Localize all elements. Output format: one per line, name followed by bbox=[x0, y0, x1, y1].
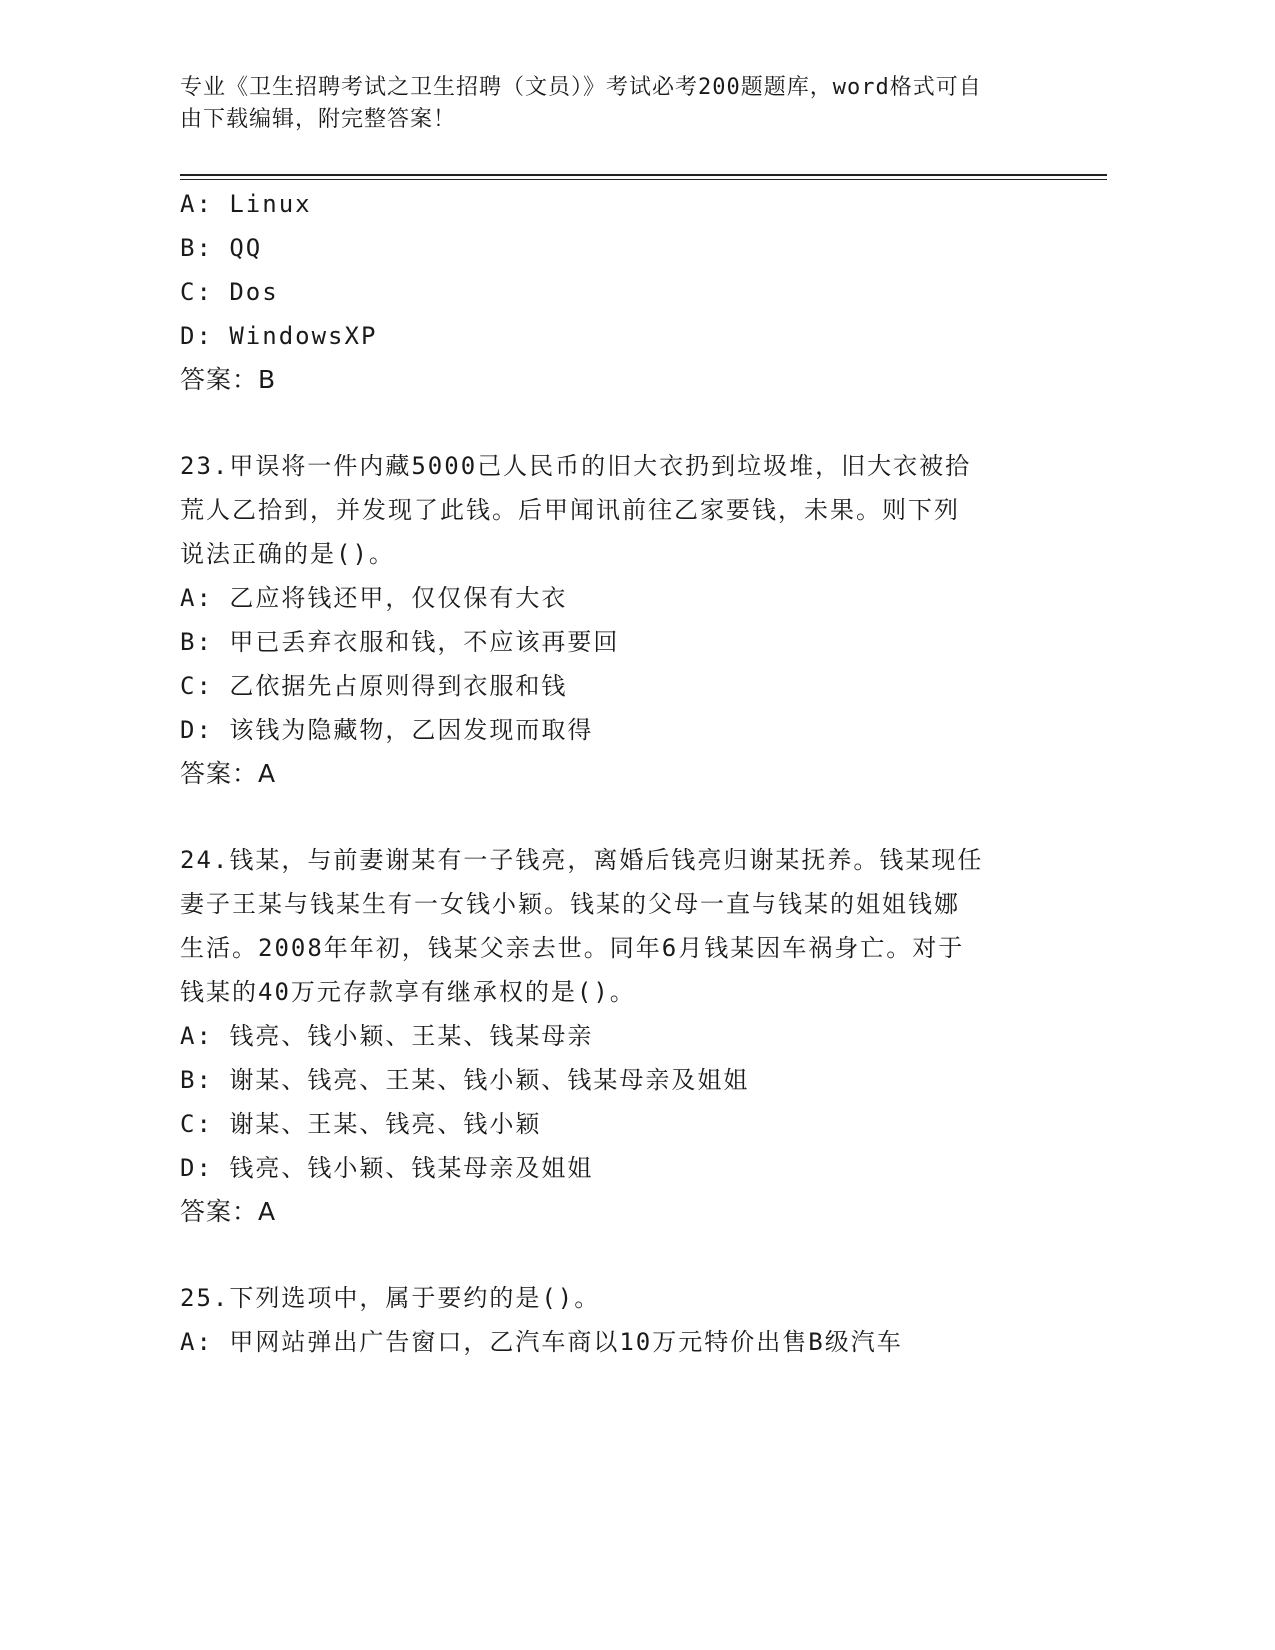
option-c: C: Dos bbox=[180, 278, 279, 306]
header-line-1: 专业《卫生招聘考试之卫生招聘（文员）》考试必考200题题库，word格式可自 bbox=[180, 75, 982, 100]
question-spacer bbox=[180, 402, 1080, 444]
header-rule-thick bbox=[180, 174, 1107, 176]
question-spacer bbox=[180, 1234, 1080, 1276]
option-a: A: Linux bbox=[180, 190, 312, 218]
question-23 bbox=[180, 444, 1080, 796]
question-text-line: 23.甲误将一件内藏5000己人民币的旧大衣扔到垃圾堆，旧大衣被拾 bbox=[180, 452, 972, 480]
question-text-line: 妻子王某与钱某生有一女钱小颖。钱某的父母一直与钱某的姐姐钱娜 bbox=[180, 890, 960, 918]
question-text-line: 24.钱某，与前妻谢某有一子钱亮，离婚后钱亮归谢某抚养。钱某现任 bbox=[180, 846, 984, 874]
option-d: D: 该钱为隐藏物，乙因发现而取得 bbox=[180, 716, 594, 744]
answer-line: 答案：B bbox=[180, 365, 277, 394]
option-d: D: WindowsXP bbox=[180, 322, 378, 350]
option-b: B: QQ bbox=[180, 234, 263, 262]
option-a: A: 甲网站弹出广告窗口，乙汽车商以10万元特价出售B级汽车 bbox=[180, 1328, 903, 1356]
option-d: D: 钱亮、钱小颖、钱某母亲及姐姐 bbox=[180, 1154, 594, 1182]
question-spacer bbox=[180, 796, 1080, 838]
question-22 bbox=[180, 182, 1080, 402]
question-text-line: 钱某的40万元存款享有继承权的是()。 bbox=[180, 978, 636, 1006]
option-b: B: 甲已丢弃衣服和钱，不应该再要回 bbox=[180, 628, 620, 656]
question-text-line: 说法正确的是()。 bbox=[180, 540, 395, 568]
option-c: C: 乙依据先占原则得到衣服和钱 bbox=[180, 672, 568, 700]
question-text-line: 生活。2008年年初，钱某父亲去世。同年6月钱某因车祸身亡。对于 bbox=[180, 934, 965, 962]
question-text-line: 25.下列选项中，属于要约的是()。 bbox=[180, 1284, 601, 1312]
option-c: C: 谢某、王某、钱亮、钱小颖 bbox=[180, 1110, 542, 1138]
header-line-2: 由下载编辑，附完整答案！ bbox=[180, 107, 457, 132]
answer-line: 答案：A bbox=[180, 759, 277, 788]
question-24 bbox=[180, 838, 1080, 1234]
document-body bbox=[180, 182, 1080, 1364]
option-b: B: 谢某、钱亮、王某、钱小颖、钱某母亲及姐姐 bbox=[180, 1066, 750, 1094]
question-text-line: 荒人乙拾到，并发现了此钱。后甲闻讯前往乙家要钱，未果。则下列 bbox=[180, 496, 960, 524]
header-rule-thin bbox=[180, 179, 1107, 180]
option-a: A: 乙应将钱还甲，仅仅保有大衣 bbox=[180, 584, 568, 612]
document-header bbox=[180, 72, 1060, 136]
answer-line: 答案：A bbox=[180, 1197, 277, 1226]
question-25 bbox=[180, 1276, 1080, 1364]
option-a: A: 钱亮、钱小颖、王某、钱某母亲 bbox=[180, 1022, 594, 1050]
